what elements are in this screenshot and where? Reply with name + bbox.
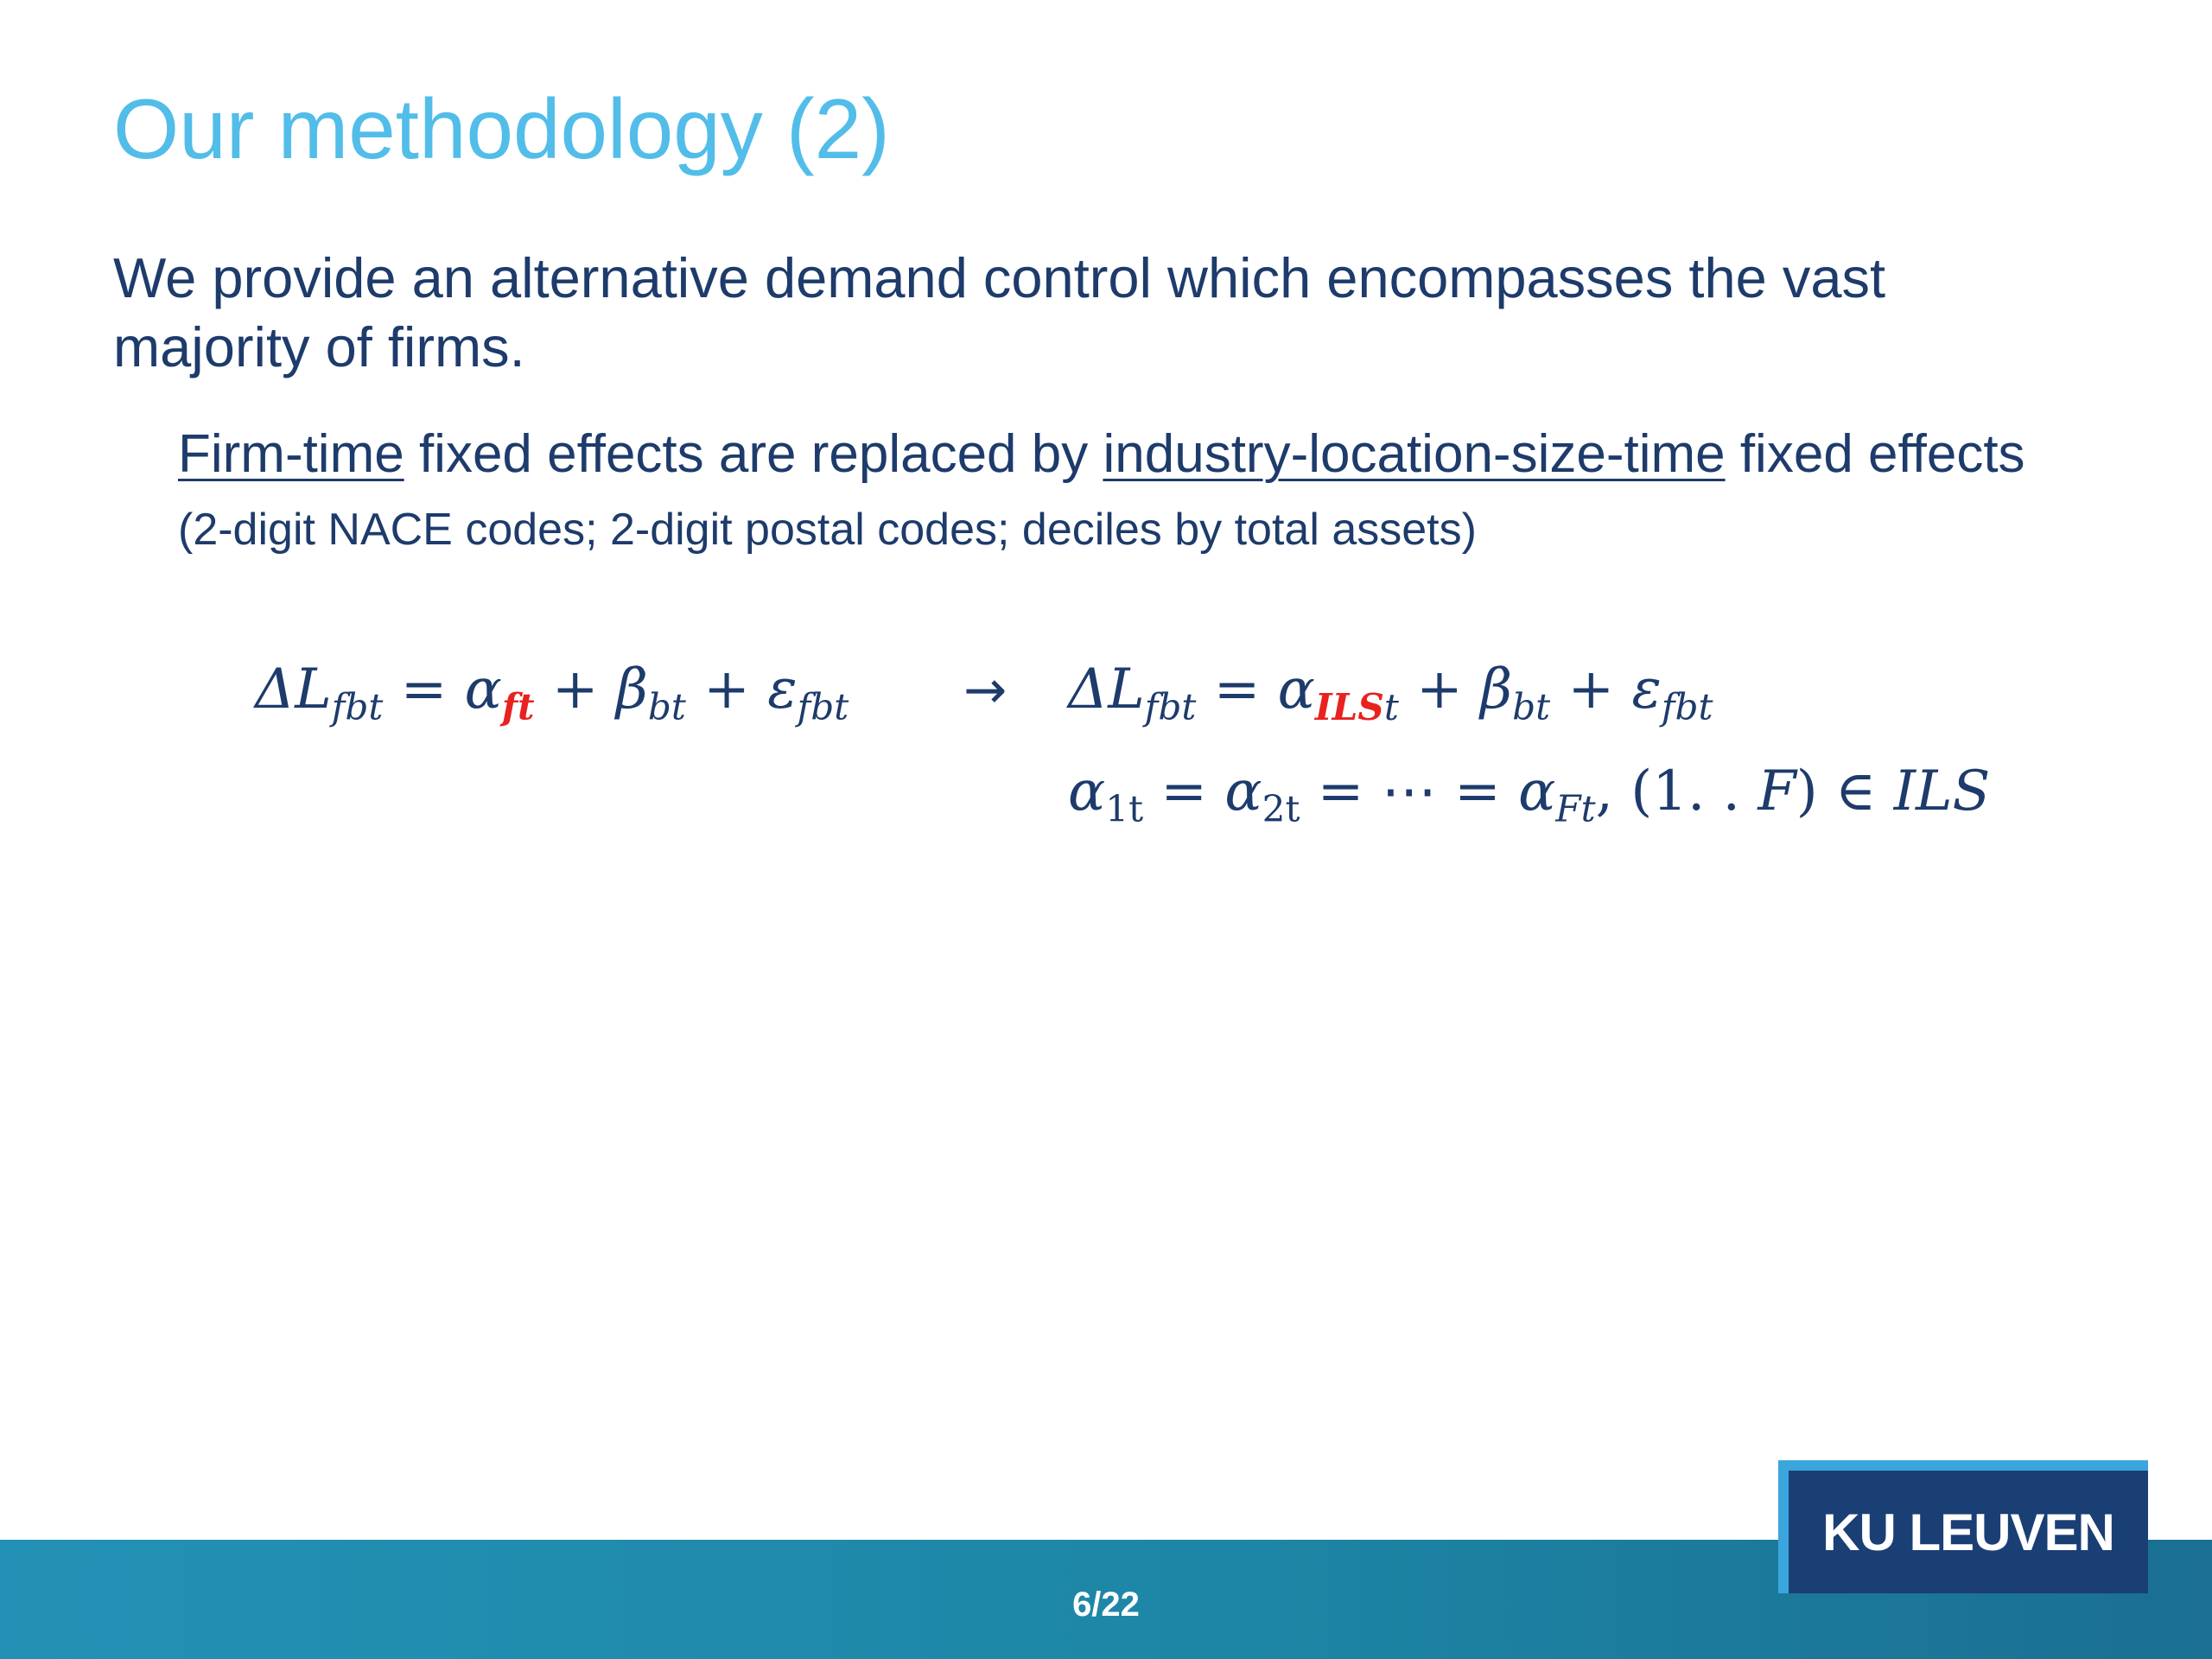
eq3-range-open: , (1. . <box>1595 760 1758 823</box>
fixed-effects-point <box>178 422 2025 487</box>
equation-equality-chain: $\alpha_{1t} = \alpha_{2t}$ = ⋯ = $\alpha_{Ft}$, (1. . F) ∈ ILS <box>1068 760 1991 830</box>
eq3-range-var: F <box>1758 760 1796 823</box>
eq3-dots: ⋯ <box>1381 760 1437 823</box>
page-number: 6/22 <box>1072 1586 1140 1624</box>
arrow-right-icon: → <box>963 660 1007 721</box>
eq2-alpha-sub-t: t <box>1383 685 1399 728</box>
implies-arrow <box>963 657 1007 723</box>
firm-time-term: Firm-time <box>178 424 404 484</box>
eq2-lhs: ΔL <box>1068 658 1145 721</box>
eq2-eps-sub: fbt <box>1661 685 1713 728</box>
eq2-beta: β <box>1480 658 1513 721</box>
eq2-lhs-sub: fbt <box>1144 685 1197 728</box>
eq3-range-close: ) ∈ <box>1796 760 1894 823</box>
point-end-text: fixed effects <box>1725 424 2025 484</box>
logo-text: KU LEUVEN <box>1822 1503 2114 1561</box>
eq2-eps: ε <box>1631 658 1662 721</box>
eq3-a1: α <box>1068 760 1106 823</box>
eq3-set: ILS <box>1893 760 1991 823</box>
eq3-a1-sub: 1t <box>1105 787 1144 830</box>
eq1-eps-sub: fbt <box>797 685 849 728</box>
eq1-beta: β <box>615 658 648 721</box>
eq2-alpha: α <box>1277 658 1315 721</box>
eq3-aF: α <box>1518 760 1556 823</box>
eq3-a2-sub: 2t <box>1262 787 1300 830</box>
equation-firm-time: $\Delta L_{fbt} = \alpha_{ft} + \beta_{bt} + \varepsilon_{fbt}$ <box>255 658 849 728</box>
eq1-beta-sub: bt <box>647 685 686 728</box>
eq2-beta-sub: bt <box>1512 685 1551 728</box>
eq1-lhs-sub: fbt <box>331 685 384 728</box>
eq1-eps: ε <box>767 658 798 721</box>
ilst-term: industry-location-size-time <box>1103 424 1726 484</box>
ku-leuven-logo <box>1778 1460 2148 1593</box>
eq3-a2: α <box>1224 760 1262 823</box>
intro-text: We provide an alternative demand control which encompasses the vast majority of firms. <box>113 246 1886 378</box>
eq1-alpha-sub: ft <box>501 684 535 728</box>
point-middle-text: fixed effects are replaced by <box>404 424 1103 484</box>
equation-ilst: $\Delta L_{fbt} = \alpha_{ILSt} + \beta_{bt} + \varepsilon_{fbt}$ <box>1068 658 1713 728</box>
codes-note: (2-digit NACE codes; 2-digit postal codes; deciles by total assets) <box>178 505 1477 555</box>
eq2-alpha-sub-ils: ILS <box>1314 684 1384 728</box>
eq2-alpha-sub <box>1315 686 1399 728</box>
slide-title: Our methodology (2) <box>113 81 890 176</box>
eq3-aF-sub: Ft <box>1555 787 1596 830</box>
eq1-alpha: α <box>464 658 502 721</box>
eq1-lhs: ΔL <box>255 658 332 721</box>
